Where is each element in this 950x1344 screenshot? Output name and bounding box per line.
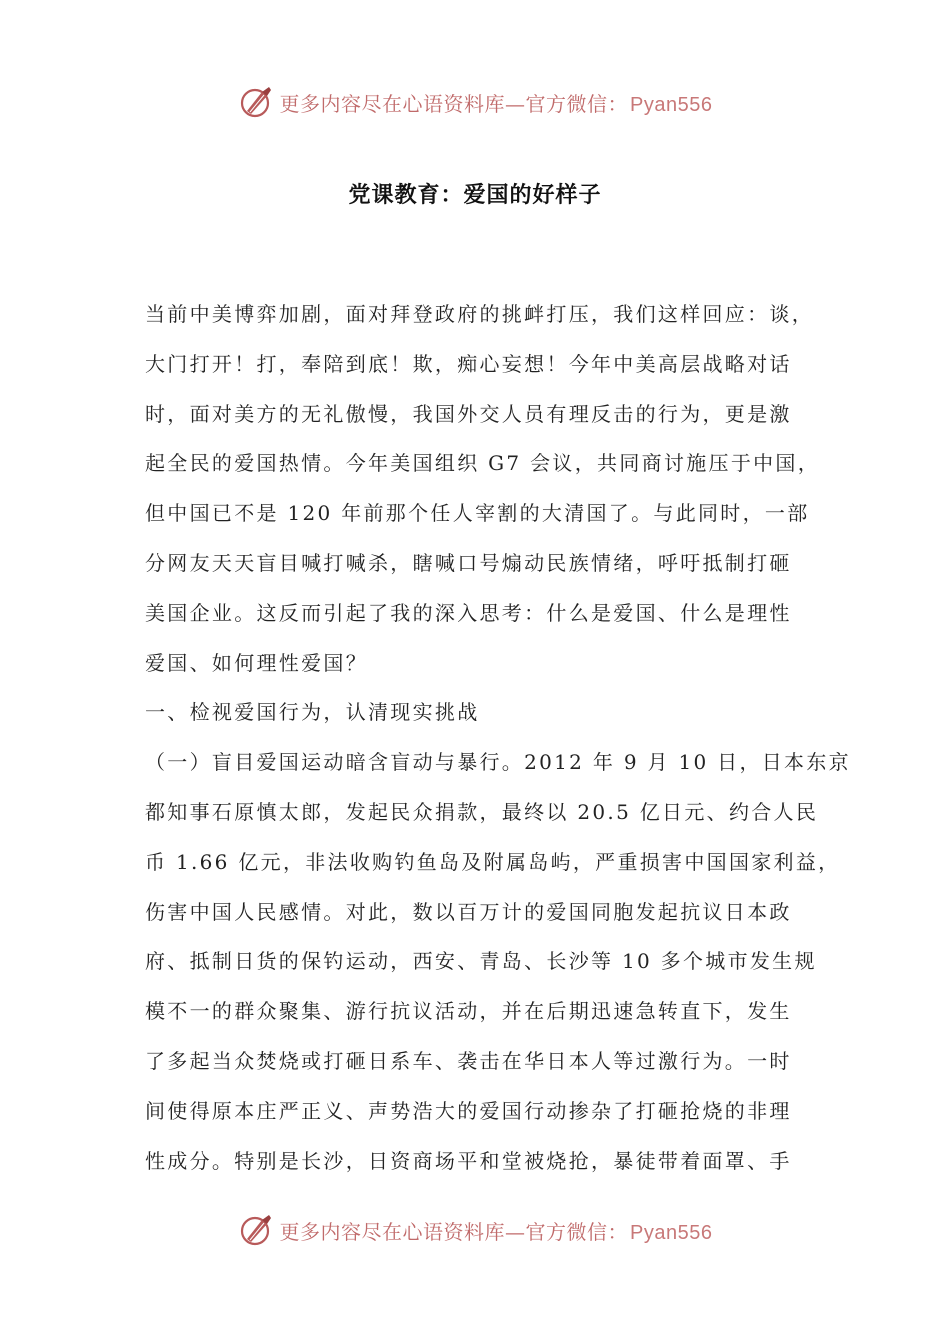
header-banner-text	[280, 88, 713, 117]
body-line: 起全民的爱国热情。今年美国组织 G7 会议，共同商讨施压于中国，	[145, 451, 821, 476]
pen-nib-icon	[238, 84, 274, 120]
footer-banner-text	[280, 1216, 713, 1245]
header-wechat-id: Pyan556	[630, 93, 713, 116]
document-title: 党课教育：爱国的好样子	[348, 182, 602, 208]
body-line: 了多起当众焚烧或打砸日系车、袭击在华日本人等过激行为。一时	[145, 1048, 792, 1073]
header-banner-label: 更多内容尽在心语资料库—官方微信：	[279, 91, 629, 116]
body-line: （一）盲目爱国运动暗含盲动与暴行。2012 年 9 月 10 日，日本东京	[145, 750, 851, 775]
body-line: 模不一的群众聚集、游行抗议活动，并在后期迅速急转直下，发生	[145, 999, 792, 1024]
body-line: 当前中美博弈加剧，面对拜登政府的挑衅打压，我们这样回应：谈，	[145, 302, 814, 326]
body-line: 大门打开！打，奉陪到底！欺，痴心妄想！今年中美高层战略对话	[145, 351, 792, 376]
body-line: 都知事石原慎太郎，发起民众捐款，最终以 20.5 亿日元、约合人民	[145, 799, 819, 824]
body-line: 间使得原本庄严正义、声势浩大的爱国行动掺杂了打砸抢烧的非理	[145, 1098, 792, 1123]
footer-banner	[0, 1208, 950, 1252]
body-line: 爱国、如何理性爱国？	[145, 650, 368, 675]
document-body	[145, 290, 851, 1186]
footer-banner-label: 更多内容尽在心语资料库—官方微信：	[279, 1219, 629, 1244]
body-line: 时，面对美方的无礼傲慢，我国外交人员有理反击的行为，更是激	[145, 401, 792, 426]
body-line: 但中国已不是 120 年前那个任人宰割的大清国了。与此同时，一部	[145, 501, 810, 526]
section-heading: 一、检视爱国行为，认清现实挑战	[145, 700, 480, 725]
pen-nib-icon	[238, 1212, 274, 1248]
header-banner	[0, 80, 950, 124]
body-paragraph	[145, 290, 851, 1186]
body-line: 性成分。特别是长沙，日资商场平和堂被烧抢，暴徒带着面罩、手	[145, 1148, 792, 1173]
body-line: 分网友天天盲目喊打喊杀，瞎喊口号煽动民族情绪，呼吁抵制打砸	[145, 550, 792, 575]
body-line: 府、抵制日货的保钓运动，西安、青岛、长沙等 10 多个城市发生规	[145, 949, 817, 974]
body-line: 伤害中国人民感情。对此，数以百万计的爱国同胞发起抗议日本政	[145, 899, 792, 924]
body-line: 美国企业。这反而引起了我的深入思考：什么是爱国、什么是理性	[145, 600, 792, 625]
body-line: 币 1.66 亿元，非法收购钓鱼岛及附属岛屿，严重损害中国国家利益，	[145, 849, 841, 874]
footer-wechat-id: Pyan556	[630, 1221, 713, 1244]
